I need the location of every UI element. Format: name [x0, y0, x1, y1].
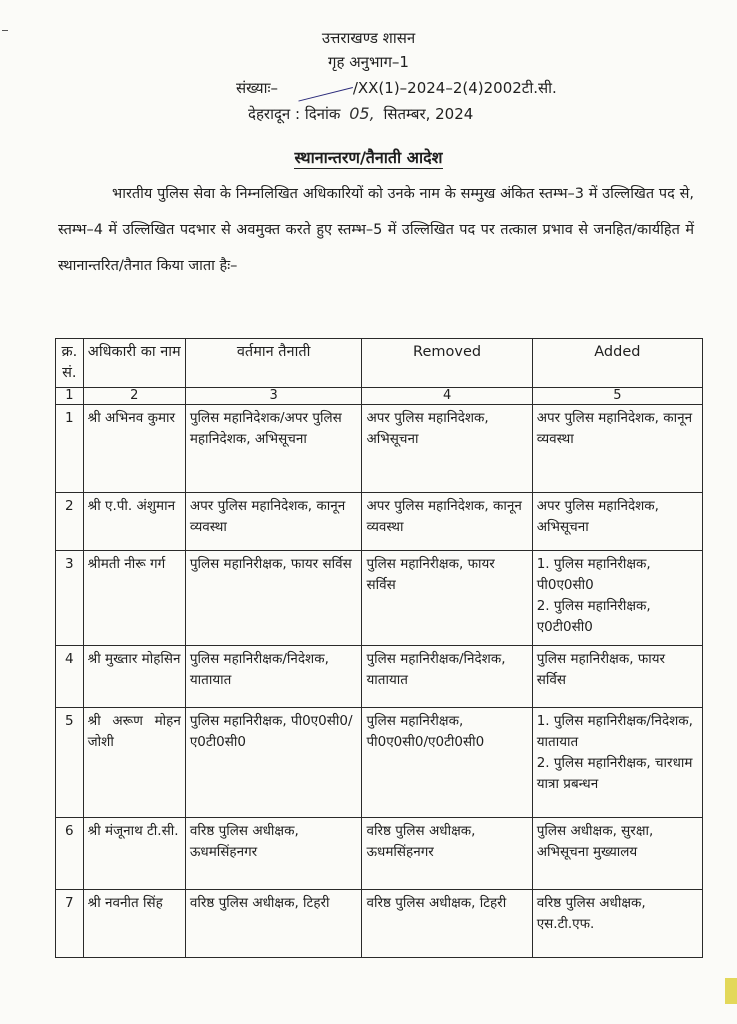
added-posting: वरिष्ठ पुलिस अधीक्षक, एस.टी.एफ. — [532, 890, 702, 958]
row-sn: 6 — [56, 818, 84, 890]
table-row — [56, 646, 703, 708]
removed-posting: पुलिस महानिरीक्षक/निदेशक, यातायात — [362, 646, 532, 708]
current-posting: पुलिस महानिरीक्षक, फायर सर्विस — [185, 551, 362, 646]
row-sn: 1 — [56, 405, 84, 493]
current-posting: वरिष्ठ पुलिस अधीक्षक, टिहरी — [185, 890, 362, 958]
month-year: सितम्बर, 2024 — [383, 105, 474, 123]
order-paragraph: भारतीय पुलिस सेवा के निम्नलिखित अधिकारियों को उनके नाम के सम्मुख अंकित स्तम्भ–3 में उल्लिखित पद से, स्तम्भ–4 में उल्लिखित पदभार से अवमुक्त करते हुए स्तम्भ–5 में उल्लिखित पद पर तत्काल प्रभाव से जनहित/कार्यहित में स्थानान्तरित/तैनात किया जाता हैः– — [58, 186, 694, 274]
added-posting-item: 1. पुलिस महानिरीक्षक, पी0ए0सी0 — [536, 556, 651, 593]
column-number-row — [56, 388, 703, 405]
row-sn: 3 — [56, 551, 84, 646]
added-posting-item: 2. पुलिस महानिरीक्षक, चारधाम यात्रा प्रबन्धन — [536, 755, 693, 792]
added-posting — [532, 708, 702, 818]
transfer-table — [55, 338, 703, 958]
current-posting: अपर पुलिस महानिदेशक, कानून व्यवस्था — [185, 493, 362, 551]
column-number: 4 — [362, 388, 532, 405]
header-removed: Removed — [362, 339, 532, 388]
officer-name: श्री मुख्तार मोहसिन — [83, 646, 185, 708]
officer-name: श्रीमती नीरू गर्ग — [83, 551, 185, 646]
added-posting: अपर पुलिस महानिदेशक, अभिसूचना — [532, 493, 702, 551]
removed-posting: पुलिस महानिरीक्षक, पी0ए0सी0/ए0टी0सी0 — [362, 708, 532, 818]
header-added: Added — [532, 339, 702, 388]
order-subject: स्थानान्तरण/तैनाती आदेश — [294, 148, 443, 167]
officer-name: श्री नवनीत सिंह — [83, 890, 185, 958]
handwritten-number-mark — [295, 73, 353, 101]
added-posting-item: 2. पुलिस महानिरीक्षक, ए0टी0सी0 — [536, 598, 651, 635]
page-edge-stamp — [725, 978, 737, 1004]
table-row — [56, 890, 703, 958]
header-officer-name: अधिकारी का नाम — [83, 339, 185, 388]
row-sn: 5 — [56, 708, 84, 818]
officer-name: श्री ए.पी. अंशुमान — [83, 493, 185, 551]
header-sn: क्र. सं. — [56, 339, 84, 388]
place-date — [248, 104, 473, 124]
order-number — [236, 78, 557, 98]
added-posting: अपर पुलिस महानिदेशक, कानून व्यवस्था — [532, 405, 702, 493]
department-name: गृह अनुभाग–1 — [328, 53, 409, 71]
place-date-label: देहरादून : दिनांक — [248, 105, 341, 123]
table-row — [56, 708, 703, 818]
column-number: 2 — [83, 388, 185, 405]
table-row — [56, 405, 703, 493]
column-number: 3 — [185, 388, 362, 405]
removed-posting: अपर पुलिस महानिदेशक, कानून व्यवस्था — [362, 493, 532, 551]
officer-name: श्री मंजूनाथ टी.सी. — [83, 818, 185, 890]
officer-name: श्री अभिनव कुमार — [83, 405, 185, 493]
current-posting: वरिष्ठ पुलिस अधीक्षक, ऊधमसिंहनगर — [185, 818, 362, 890]
removed-posting: वरिष्ठ पुलिस अधीक्षक, ऊधमसिंहनगर — [362, 818, 532, 890]
removed-posting: वरिष्ठ पुलिस अधीक्षक, टिहरी — [362, 890, 532, 958]
table-row — [56, 551, 703, 646]
added-posting-item: 1. पुलिस महानिरीक्षक/निदेशक, यातायात — [536, 713, 693, 750]
current-posting: पुलिस महानिरीक्षक, पी0ए0सी0/ए0टी0सी0 — [185, 708, 362, 818]
handwritten-day: 05, — [349, 104, 375, 123]
row-sn: 7 — [56, 890, 84, 958]
table-row — [56, 818, 703, 890]
govt-name: उत्तराखण्ड शासन — [321, 29, 416, 47]
row-sn: 2 — [56, 493, 84, 551]
added-posting: पुलिस अधीक्षक, सुरक्षा, अभिसूचना मुख्यालय — [532, 818, 702, 890]
header-current-posting: वर्तमान तैनाती — [185, 339, 362, 388]
added-posting — [532, 551, 702, 646]
number-label: संख्याः– — [236, 79, 279, 97]
table-header-row — [56, 339, 703, 388]
current-posting: पुलिस महानिदेशक/अपर पुलिस महानिदेशक, अभिसूचना — [185, 405, 362, 493]
removed-posting: पुलिस महानिरीक्षक, फायर सर्विस — [362, 551, 532, 646]
number-reference: /XX(1)–2024–2(4)2002टी.सी. — [352, 79, 557, 97]
column-number: 1 — [56, 388, 84, 405]
row-sn: 4 — [56, 646, 84, 708]
current-posting: पुलिस महानिरीक्षक/निदेशक, यातायात — [185, 646, 362, 708]
added-posting: पुलिस महानिरीक्षक, फायर सर्विस — [532, 646, 702, 708]
officer-name: श्री अरूण मोहन जोशी — [83, 708, 185, 818]
removed-posting: अपर पुलिस महानिदेशक, अभिसूचना — [362, 405, 532, 493]
table-row — [56, 493, 703, 551]
column-number: 5 — [532, 388, 702, 405]
